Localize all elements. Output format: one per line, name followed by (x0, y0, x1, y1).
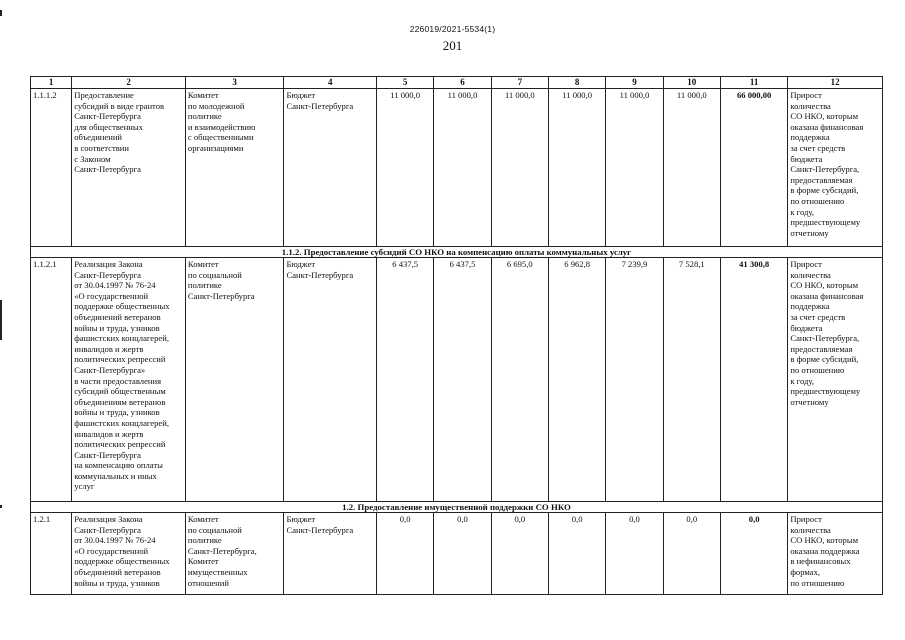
year-value: 0,0 (491, 513, 548, 595)
cell-text-line: на компенсацию оплаты (74, 460, 163, 471)
cell-text-line: Санкт-Петербурга, (790, 333, 860, 344)
year-value: 0,0 (606, 513, 663, 595)
year-value: 6 437,5 (434, 258, 491, 502)
cell-text-line: Прирост (790, 259, 822, 269)
cell-text-line: Прирост (790, 514, 822, 524)
cell-text-line: к году, (790, 206, 814, 217)
executor (185, 258, 284, 502)
cell-text-line: организациями (187, 142, 244, 153)
cell-text-line: войны и труда, узников (74, 407, 160, 418)
cell-text-line: отчетному (790, 227, 829, 238)
cell-text-line: в форме субсидий, (790, 354, 859, 365)
scan-edge-mark (0, 505, 2, 508)
year-value: 11 000,0 (491, 89, 548, 247)
cell-text-line: по молодежной (187, 100, 245, 111)
cell-text-line: Предоставление (74, 90, 134, 100)
total-value: 0,0 (720, 513, 787, 595)
cell-text-line: субсидий общественным (74, 386, 166, 397)
total-value: 66 000,00 (720, 89, 787, 247)
funding-source (284, 89, 377, 247)
funding-source (284, 258, 377, 502)
cell-text-line: поддержка (790, 132, 830, 143)
cell-text-line: инвалидов и жертв (74, 428, 144, 439)
cell-text-line: в форме субсидий, (790, 185, 859, 196)
year-value: 11 000,0 (663, 89, 720, 247)
cell-text-line: войны и труда, узников (74, 577, 160, 588)
cell-text-line: за счет средств (790, 142, 846, 153)
cell-text-line: Санкт-Петербурга (187, 290, 255, 301)
section-row (31, 247, 883, 258)
funding-source (284, 513, 377, 595)
cell-text-line: оказана финансовая (790, 290, 864, 301)
table-row (31, 89, 883, 247)
cell-text-line: отчетному (790, 396, 829, 407)
column-number: 7 (491, 77, 548, 89)
cell-text-line: фашистских концлагерей, (74, 417, 169, 428)
cell-text-line: поддержке общественных (74, 301, 170, 312)
cell-text-line: объединений (74, 132, 123, 143)
cell-text-line: Санкт-Петербурга (286, 524, 354, 535)
row-code: 1.2.1 (31, 513, 72, 595)
cell-text-line: Прирост (790, 90, 822, 100)
cell-text-line: в соответствии (74, 142, 129, 153)
column-number: 6 (434, 77, 491, 89)
cell-text-line: Комитет (187, 259, 219, 269)
cell-text-line: по социальной (187, 269, 242, 280)
cell-text-line: с общественными (187, 132, 254, 143)
cell-text-line: и взаимодействию (187, 121, 256, 132)
cell-text-line: в части предоставления (74, 375, 162, 386)
cell-text-line: войны и труда, узников (74, 322, 160, 333)
cell-text-line: субсидий в виде грантов (74, 100, 165, 111)
program-table (30, 76, 883, 595)
year-value: 6 437,5 (377, 258, 434, 502)
column-number: 1 (31, 77, 72, 89)
cell-text-line: по социальной (187, 524, 242, 535)
cell-text-line: количества (790, 524, 831, 535)
executor (185, 513, 284, 595)
cell-text-line: Комитет (187, 90, 219, 100)
cell-text-line: СО НКО, которым (790, 111, 859, 122)
cell-text-line: поддержка (790, 301, 830, 312)
year-value: 0,0 (377, 513, 434, 595)
cell-text-line: Санкт-Петербурга (74, 524, 141, 535)
cell-text-line: Реализация Закона (74, 514, 143, 524)
cell-text-line: Бюджет (286, 259, 316, 269)
indicator (788, 258, 883, 502)
column-number: 5 (377, 77, 434, 89)
year-value: 0,0 (434, 513, 491, 595)
cell-text-line: Санкт-Петербурга (74, 164, 141, 175)
indicator (788, 89, 883, 247)
cell-text-line: услуг (74, 481, 95, 492)
cell-text-line: количества (790, 269, 831, 280)
year-value: 7 528,1 (663, 258, 720, 502)
table-row (31, 513, 883, 595)
column-number: 2 (72, 77, 186, 89)
cell-text-line: политике (187, 535, 222, 546)
cell-text-line: инвалидов и жертв (74, 343, 144, 354)
cell-text-line: объединениям ветеранов (74, 396, 166, 407)
cell-text-line: Реализация Закона (74, 259, 143, 269)
cell-text-line: с Законом (74, 153, 111, 164)
year-value: 11 000,0 (606, 89, 663, 247)
year-value: 0,0 (548, 513, 605, 595)
year-value: 11 000,0 (434, 89, 491, 247)
scan-edge-mark (0, 10, 2, 16)
cell-text-line: поддержке общественных (74, 556, 170, 567)
cell-text-line: Бюджет (286, 90, 316, 100)
cell-text-line: предоставляемая (790, 174, 853, 185)
cell-text-line: отношений (187, 577, 229, 588)
row-code: 1.1.2.1 (31, 258, 72, 502)
cell-text-line: формах, (790, 566, 821, 577)
cell-text-line: имущественных (187, 566, 248, 577)
table-row (31, 258, 883, 502)
column-number: 10 (663, 77, 720, 89)
cell-text-line: Санкт-Петербурга, (790, 164, 860, 175)
cell-text-line: СО НКО, которым (790, 280, 859, 291)
scan-edge-mark (0, 300, 2, 340)
cell-text-line: оказана поддержка (790, 545, 860, 556)
cell-text-line: Санкт-Петербурга (74, 111, 141, 122)
cell-text-line: для общественных (74, 121, 143, 132)
cell-text-line: объединений ветеранов (74, 311, 161, 322)
cell-text-line: за счет средств (790, 311, 846, 322)
measure-name (72, 89, 186, 247)
executor (185, 89, 284, 247)
cell-text-line: объединений ветеранов (74, 566, 161, 577)
cell-text-line: СО НКО, которым (790, 535, 859, 546)
cell-text-line: к году, (790, 375, 814, 386)
cell-text-line: Комитет (187, 556, 219, 567)
total-value: 41 300,8 (720, 258, 787, 502)
page-number: 201 (442, 38, 463, 53)
column-number: 9 (606, 77, 663, 89)
cell-text-line: предшествующему (790, 386, 861, 397)
cell-text-line: политических репрессий (74, 439, 166, 450)
cell-text-line: коммунальных и иных (74, 470, 157, 481)
row-code: 1.1.1.2 (31, 89, 72, 247)
section-heading: 1.1.2. Предоставление субсидий СО НКО на компенсацию оплаты коммунальных услуг (31, 247, 883, 258)
cell-text-line: Бюджет (286, 514, 316, 524)
cell-text-line: оказана финансовая (790, 121, 864, 132)
cell-text-line: бюджета (790, 322, 823, 333)
indicator (788, 513, 883, 595)
cell-text-line: Санкт-Петербурга (74, 269, 141, 280)
cell-text-line: от 30.04.1997 № 76-24 (74, 535, 156, 546)
year-value: 11 000,0 (377, 89, 434, 247)
cell-text-line: по отношению (790, 195, 845, 206)
cell-text-line: предшествующему (790, 217, 861, 228)
column-number: 11 (720, 77, 787, 89)
cell-text-line: предоставляемая (790, 343, 853, 354)
cell-text-line: политических репрессий (74, 354, 166, 365)
year-value: 7 239,9 (606, 258, 663, 502)
cell-text-line: Санкт-Петербурга (286, 269, 354, 280)
document-number: 226019/2021-5534(1) (409, 24, 496, 34)
year-value: 6 695,0 (491, 258, 548, 502)
header-row (31, 77, 883, 89)
section-row (31, 502, 883, 513)
cell-text-line: Комитет (187, 514, 219, 524)
cell-text-line: в нефинансовых (790, 556, 851, 567)
column-number: 12 (788, 77, 883, 89)
cell-text-line: по отношению (790, 577, 845, 588)
section-heading: 1.2. Предоставление имущественной поддержки СО НКО (31, 502, 883, 513)
year-value: 11 000,0 (548, 89, 605, 247)
column-number: 3 (185, 77, 284, 89)
column-number: 4 (284, 77, 377, 89)
cell-text-line: от 30.04.1997 № 76-24 (74, 280, 156, 291)
cell-text-line: количества (790, 100, 831, 111)
cell-text-line: по отношению (790, 364, 845, 375)
cell-text-line: фашистских концлагерей, (74, 333, 169, 344)
cell-text-line: Санкт-Петербурга (74, 449, 141, 460)
cell-text-line: политике (187, 111, 222, 122)
year-value: 6 962,8 (548, 258, 605, 502)
column-number: 8 (548, 77, 605, 89)
cell-text-line: бюджета (790, 153, 823, 164)
cell-text-line: Санкт-Петербурга (286, 100, 354, 111)
cell-text-line: «О государственной (74, 545, 149, 556)
cell-text-line: Санкт-Петербурга, (187, 545, 257, 556)
measure-name (72, 258, 186, 502)
cell-text-line: Санкт-Петербурга» (74, 364, 146, 375)
year-value: 0,0 (663, 513, 720, 595)
cell-text-line: политике (187, 280, 222, 291)
cell-text-line: «О государственной (74, 290, 149, 301)
measure-name (72, 513, 186, 595)
